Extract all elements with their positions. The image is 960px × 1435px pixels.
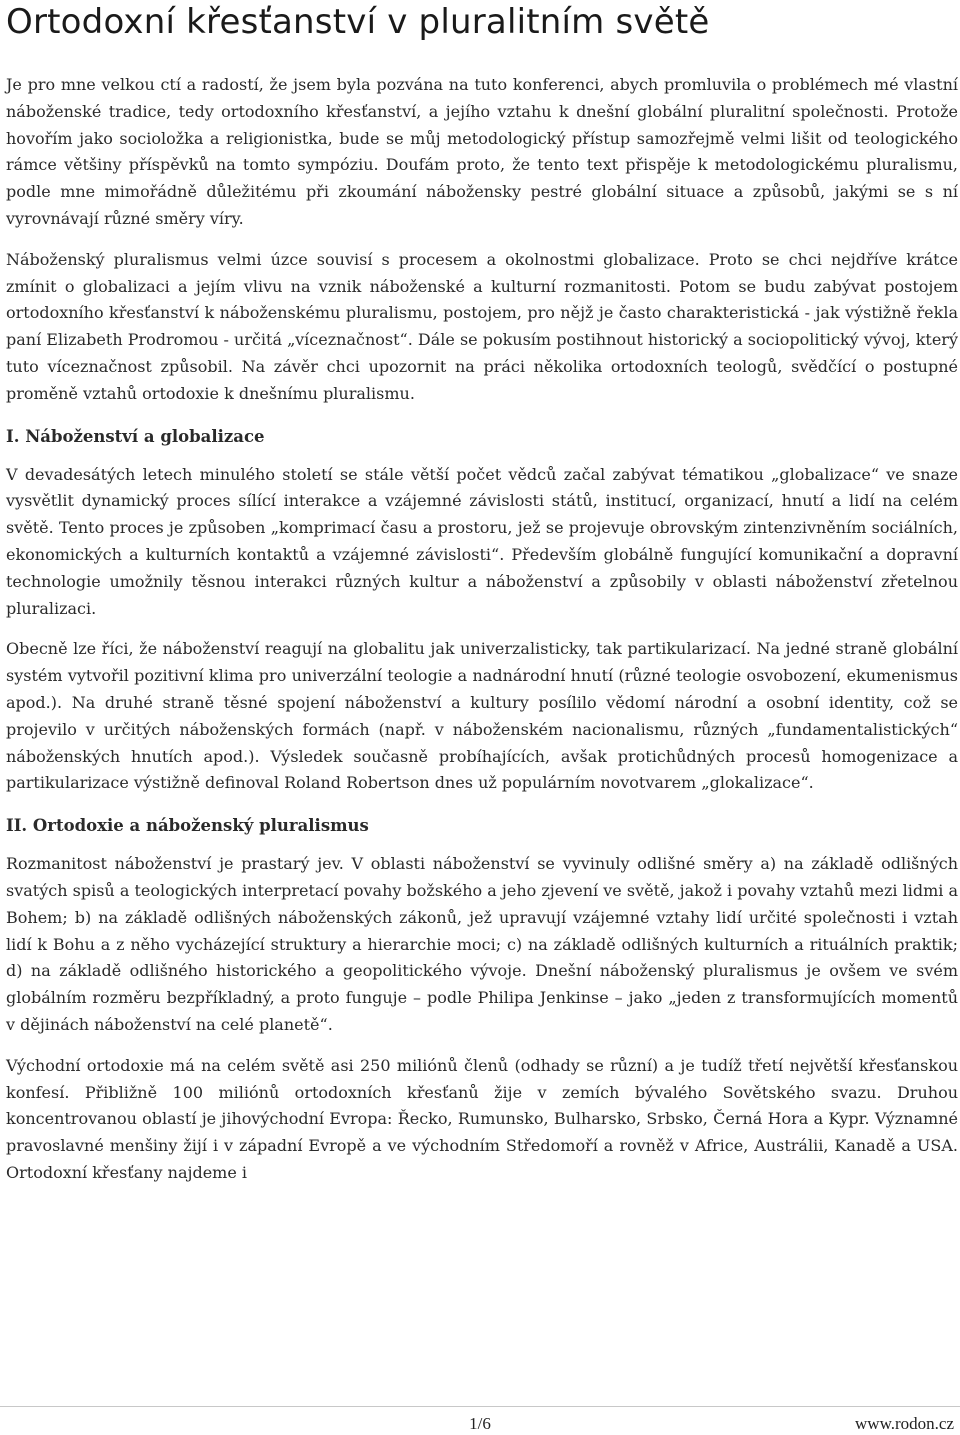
intro-paragraph-2: Náboženský pluralismus velmi úzce souvisí s procesem a okolnostmi globalizace. Proto se chci nejdříve krátce zmínit o globalizaci a jejím vlivu na vznik náboženské a kulturní rozmanitosti. Potom se budu zabývat postojem ortodoxního křesťanství k náboženskému pluralismu, postojem, pro nějž je často charakteristická - jak výstižně řekla paní Elizabeth Prodromou - určitá „víceznačnost“. Dále se pokusím postihnout historický a sociopolitický vývoj, který tuto víceznačnost způsobil. Na závěr chci upozornit na práci několika ortodoxních teologů, svědčící o postupné proměně vztahů ortodoxie k dnešnímu pluralismu.	[6, 249, 958, 403]
document-body	[6, 72, 958, 1187]
section1-paragraph-1: V devadesátých letech minulého století se stále větší počet vědců začal zabývat tématikou „globalizace“ ve snaze vysvětlit dynamický proces sílící interakce a vzájemné závislosti států, institucí, organizací, hnutí a lidí na celém světě. Tento proces je způsoben „komprimací času a prostoru, jež se projevuje obrovským zintenzivněním sociálních, ekonomických a kulturních kontaktů a vzájemné závislosti“. Především globálně fungující komunikační a dopravní technologie umožnily těsnou interakci různých kultur a náboženství a způsobily v oblasti náboženství zřetelnou pluralizaci.	[6, 464, 958, 618]
section-heading-1: I. Náboženství a globalizace	[6, 426, 265, 446]
section1-paragraph-2: Obecně lze říci, že náboženství reagují na globalitu jak univerzalisticky, tak partikularizací. Na jedné straně globální systém vytvořil pozitivní klima pro univerzální teologie a nadnárodní hnutí (různé teologie osvobození, ekumenismus apod.). Na druhé straně těsné spojení náboženství a kultury posílilo vědomí národní a osobní identity, což se projevilo v určitých náboženských formách (např. v náboženském nacionalismu, různých „fundamentalistických“ náboženských hnutích apod.). Výsledek současně probíhajících, avšak protichůdných procesů homogenizace a partikularizace výstižně definoval Roland Robertson dnes už populárním novotvarem „glokalizace“.	[6, 639, 958, 793]
footer-divider	[0, 1406, 960, 1407]
intro-paragraph-1: Je pro mne velkou ctí a radostí, že jsem byla pozvána na tuto konferenci, abych promluvila o problémech mé vlastní náboženské tradice, tedy ortodoxního křesťanství, a jejího vztahu k dnešní globální pluralitní společnosti. Protože hovořím jako socioložka a religionistka, bude se můj metodologický přístup samozřejmě velmi lišit od teologického rámce většiny příspěvků na tomto sympóziu. Doufám proto, že tento text přispěje k metodologickému pluralismu, podle mne mimořádně důležitému při zkoumání nábožensky pestré globální situace a způsobů, jakými se s ní vyrovnávají různé směry víry.	[6, 75, 958, 228]
document-page	[6, 0, 958, 1201]
footer-website: www.rodon.cz	[855, 1414, 954, 1433]
page-number: 1/6	[469, 1414, 491, 1433]
section2-paragraph-2: Východní ortodoxie má na celém světě asi 250 miliónů členů (odhady se různí) a je tudíž třetí největší křesťanskou konfesí. Přibližně 100 miliónů ortodoxních křesťanů žije v zemích bývalého Sovětského svazu. Druhou koncentrovanou oblastí je jihovýchodní Evropa: Řecko, Rumunsko, Bulharsko, Srbsko, Černá Hora a Kypr. Významné pravoslavné menšiny žijí i v západní Evropě a ve východním Středomoří a rovněž v Africe, Austrálii, Kanadě a USA. Ortodoxní křesťany najdeme i	[6, 1055, 958, 1182]
section-heading-2: II. Ortodoxie a náboženský pluralismus	[6, 816, 369, 836]
section2-paragraph-1: Rozmanitost náboženství je prastarý jev. V oblasti náboženství se vyvinuly odlišné směry a) na základě odlišných svatých spisů a teologických interpretací povahy božského a jeho zjevení ve světě, jakož i povahy vztahů mezi lidmi a Bohem; b) na základě odlišných náboženských zákonů, jež upravují vzájemné vztahy lidí určité společnosti i vztah lidí k Bohu a z něho vycházející struktury a hierarchie moci; c) na základě odlišných kulturních a rituálních praktik; d) na základě odlišného historického a geopolitického vývoje. Dnešní náboženský pluralismus je ovšem ve svém globálním rozměru bezpříkladný, a proto funguje – podle Philipa Jenkinse – jako „jeden z transformujících momentů v dějinách náboženství na celé planetě“.	[6, 854, 958, 1034]
document-title: Ortodoxní křesťanství v pluralitním světě	[6, 2, 710, 42]
